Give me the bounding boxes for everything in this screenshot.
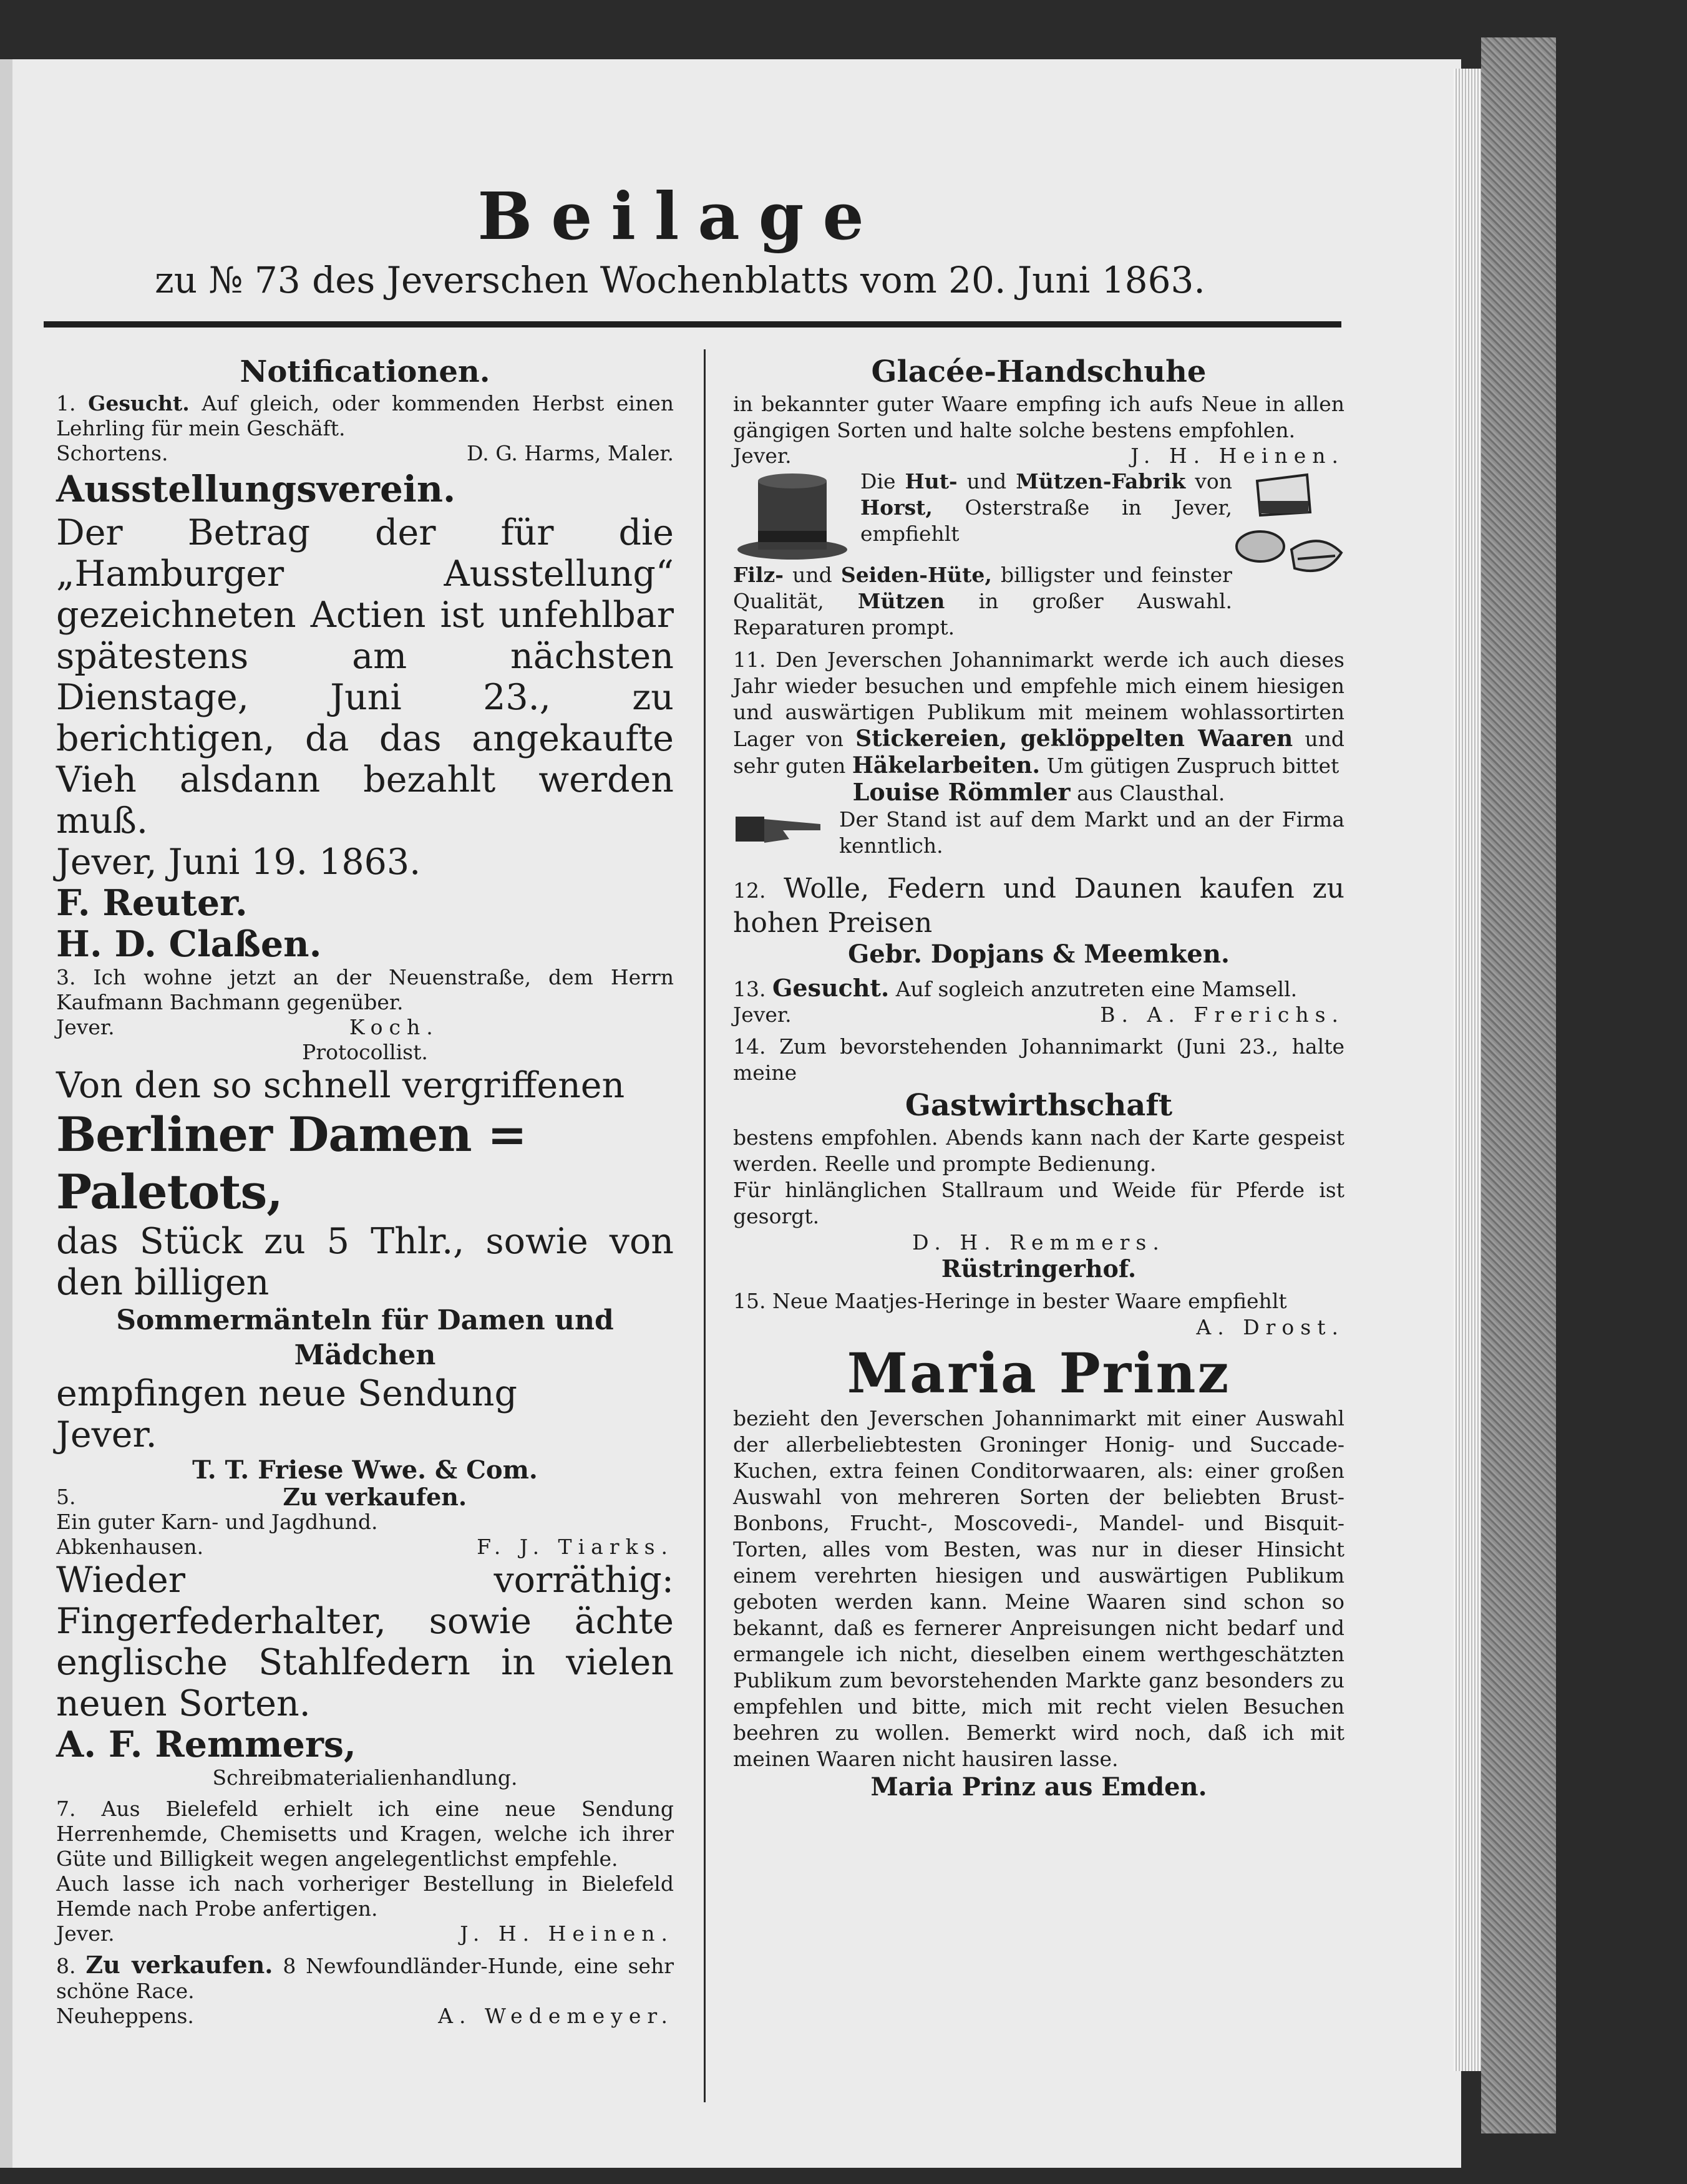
left-column [56, 352, 674, 2029]
notice-place: Jever. [56, 1414, 157, 1455]
notice-signature: B. A. Frerichs. [1100, 1002, 1344, 1027]
notice-8 [56, 1953, 674, 2029]
notice-4 [56, 1065, 674, 1485]
notice-text: Der Betrag der für die „Hamburger Ausstellung“ gezeichneten Actien ist unfehlbar spätestens am nächsten Dienstage, Juni 23., zu berichtigen, da das angekaufte Vieh alsdann bezahlt werden muß. [56, 512, 674, 842]
notice-number: 1. [56, 391, 76, 415]
notice-13 [733, 975, 1344, 1027]
notice-signature: H. D. Claßen. [56, 923, 322, 965]
notice-heading: Gastwirthschaft [905, 1088, 1173, 1123]
notifications-heading: Notificationen. [240, 354, 490, 389]
notice-signature: Gebr. Dopjans & Meemken. [848, 939, 1230, 969]
notice-line: Von den so schnell vergriffenen [56, 1065, 625, 1106]
notice-signature: D. H. Remmers. [912, 1230, 1165, 1255]
notice-7 [56, 1797, 674, 1946]
notice-number: 11. [733, 648, 766, 672]
notice-text: Den Jeverschen Johannimarkt werde ich auch dieses Jahr wieder besuchen und empfehle mich einem hiesigen und auswärtigen Publikum mit meinem wohlassortirten Lager von [733, 648, 1344, 751]
hat-bold: Seiden-Hüte, [840, 563, 992, 587]
hat-text: von [1195, 469, 1233, 493]
notice-signature: J. H. Heinen. [460, 1921, 674, 1946]
notice-number: 3. [56, 965, 76, 989]
notice-heading: Maria Prinz [847, 1341, 1231, 1405]
notice-signature: A. Drost. [1196, 1315, 1344, 1339]
notice-number: 5. [56, 1485, 76, 1509]
hat-bold: Mützen [857, 589, 945, 613]
notice-keyword: Gesucht. [772, 974, 890, 1002]
notice-text: Aus Bielefeld erhielt ich eine neue Sendung Herrenhemde, Chemisetts und Kragen, welche ich ihrer Güte und Billigkeit wegen angelegentlichst empfehle. [56, 1797, 674, 1871]
notice-signature: Louise Römmler [852, 778, 1071, 806]
notice-text: Auch lasse ich nach vorheriger Bestellung in Bielefeld Hemde nach Probe anfertigen. [56, 1871, 674, 1921]
notice-gloves [733, 352, 1344, 468]
hat-bold: Filz- [733, 563, 784, 587]
notice-place: Neuheppens. [56, 2004, 194, 2028]
notice-text: Um gütigen Zuspruch bittet [1046, 754, 1339, 778]
notice-2 [56, 466, 674, 965]
notice-signature: T. T. Friese Wwe. & Com. [192, 1455, 538, 1485]
notice-dateline: Jever, Juni 19. 1863. [56, 842, 421, 883]
hat-text: in großer Auswahl. Reparaturen prompt. [733, 589, 1232, 639]
notice-signature: J. H. Heinen. [1130, 444, 1344, 468]
right-column [733, 352, 1344, 1802]
notice-text: 8 Newfoundländer-Hunde, eine sehr schöne Race. [56, 1954, 674, 2003]
notice-11 [733, 647, 1344, 859]
hat-text: billigster und feinster Qualität, [733, 563, 1232, 613]
notice-text: bezieht den Jeverschen Johannimarkt mit einer Auswahl der allerbeliebtesten Groninger Honig- und Succade-Kuchen, extra feinen Conditorwaaren, als: einer großen Auswahl von mehreren Sorten der beliebten Brust-Bonbons, Frucht-, Moscovedi-, Mandel- und Bisquit-Torten, alles vom Besten, was nur in dieser Hinsicht einem verehrten hiesigen und auswärtigen Publikum geboten werden kann. Meine Waaren sind schon so bekannt, daß es fernerer Anpreisungen nicht bedarf und ermangele ich nicht, dieselben einem werthgeschätzten Publikum zum bevorstehenden Markte ganz besonders zu empfehlen und bitte, mich mit recht vielen Besuchen beehren zu wollen. Bemerkt wird noch, daß ich mit meinen Waaren nicht hausiren lasse. [733, 1406, 1344, 1771]
notice-keyword: Zu verkaufen. [85, 1951, 273, 1979]
page-left-strip [0, 59, 12, 2168]
notice-number: 7. [56, 1797, 76, 1821]
hat-bold: Mützen-Fabrik [1016, 469, 1186, 493]
notice-text: in bekannter guter Waare empfing ich aufs Neue in allen gängigen Sorten und halte solche bestens empfohlen. [733, 392, 1344, 442]
supplement-subtitle: zu № 73 des Jeverschen Wochenblatts vom 20. Juni 1863. [155, 259, 1205, 301]
notice-headline: Berliner Damen = Paletots, [56, 1107, 527, 1220]
notice-signature: Koch. [349, 1015, 439, 1039]
notice-place: Jever. [733, 444, 792, 468]
notice-text: Ein guter Karn- und Jagdhund. [56, 1510, 378, 1534]
top-hat-illustration [733, 468, 852, 562]
notice-line: empfingen neue Sendung [56, 1373, 517, 1414]
supplement-title: Beilage [477, 178, 883, 255]
notice-bold: Häkelarbeiten. [852, 752, 1041, 779]
notice-signature: A. Wedemeyer. [438, 2004, 674, 2028]
notice-heading: Zu verkaufen. [283, 1483, 467, 1511]
pointing-hand-icon [733, 807, 827, 850]
notice-text: Zum bevorstehenden Johannimarkt (Juni 23., halte meine [733, 1034, 1344, 1085]
notice-signature: A. F. Remmers, [56, 1724, 356, 1765]
notice-15 [733, 1288, 1344, 1341]
notice-signature-place: aus Clausthal. [1077, 781, 1225, 805]
notice-signature: F. Reuter. [56, 882, 248, 924]
hat-text: und [966, 469, 1007, 493]
notice-text: und sehr guten [733, 727, 1344, 778]
notice-14 [733, 1034, 1344, 1282]
notice-number: 13. [733, 977, 766, 1001]
notice-place: Jever. [733, 1002, 792, 1027]
notice-signature: F. J. Tiarks. [477, 1535, 674, 1559]
notice-heading: Glacée-Handschuhe [871, 354, 1207, 389]
notice-1 [56, 391, 674, 466]
notice-keyword: Gesucht. [88, 391, 190, 415]
notice-number: 12. [733, 878, 766, 903]
hat-text: und [792, 563, 832, 587]
notice-text: bestens empfohlen. Abends kann nach der Karte gespeist werden. Reelle und prompte Bedienung. [733, 1125, 1344, 1176]
notice-signature-title: Schreibmaterialienhandlung. [212, 1765, 518, 1790]
hat-bold: Horst, [860, 495, 933, 520]
notice-text: Auf gleich, oder kommenden Herbst einen Lehrling für mein Geschäft. [56, 391, 674, 440]
notice-6 [56, 1560, 674, 1790]
book-cover-edge [1481, 37, 1556, 2133]
notice-number: 8. [56, 1954, 76, 1978]
notice-line: das Stück zu 5 Thlr., sowie von den billigen [56, 1221, 674, 1303]
notice-heading: Ausstellungsverein. [56, 468, 456, 510]
notice-text: Auf sogleich anzutreten eine Mamsell. [895, 977, 1298, 1001]
notice-maria-prinz [733, 1341, 1344, 1802]
header-rule [44, 321, 1341, 328]
notice-5 [56, 1485, 674, 1560]
hat-bold: Hut- [905, 469, 958, 493]
hat-text: Osterstraße in Jever, empfiehlt [860, 495, 1232, 546]
notice-number: 15. [733, 1289, 766, 1313]
notice-number: 14. [733, 1034, 766, 1059]
notice-signature: D. G. Harms, Maler. [466, 441, 674, 465]
notice-signature-title: Protocollist. [302, 1040, 428, 1064]
notice-bold: Stickereien, geklöppelten Waaren [855, 726, 1293, 752]
page-stack-edge [1454, 69, 1481, 2071]
notice-text: Wolle, Federn und Daunen kaufen zu hohen Preisen [733, 873, 1344, 939]
notice-3 [56, 965, 674, 1065]
notice-place: Jever. [56, 1015, 115, 1039]
notice-text: Der Stand ist auf dem Markt und an der Firma kenntlich. [839, 807, 1344, 858]
notice-text: Wieder vorräthig: Fingerfederhalter, sowie ächte englische Stahlfedern in vielen neuen Sorten. [56, 1560, 674, 1724]
hat-text: Die [860, 469, 896, 493]
notice-text: Ich wohne jetzt an der Neuenstraße, dem Herrn Kaufmann Bachmann gegenüber. [56, 965, 674, 1014]
notice-place: Abkenhausen. [56, 1535, 204, 1559]
notice-text: Für hinlänglichen Stallraum und Weide für Pferde ist gesorgt. [733, 1178, 1344, 1228]
notice-signature-place: Rüstringerhof. [941, 1255, 1137, 1283]
notice-signature: Maria Prinz aus Emden. [870, 1772, 1207, 1802]
notice-hats [733, 468, 1344, 641]
notice-bold-line: Sommermänteln für Damen und Mädchen [116, 1304, 614, 1371]
notice-text: Neue Maatjes-Heringe in bester Waare empfiehlt [772, 1289, 1287, 1313]
caps-illustration [1232, 468, 1344, 593]
notice-12 [733, 873, 1344, 969]
notice-place: Schortens. [56, 441, 168, 465]
column-divider [704, 349, 706, 2102]
notice-place: Jever. [56, 1921, 115, 1946]
